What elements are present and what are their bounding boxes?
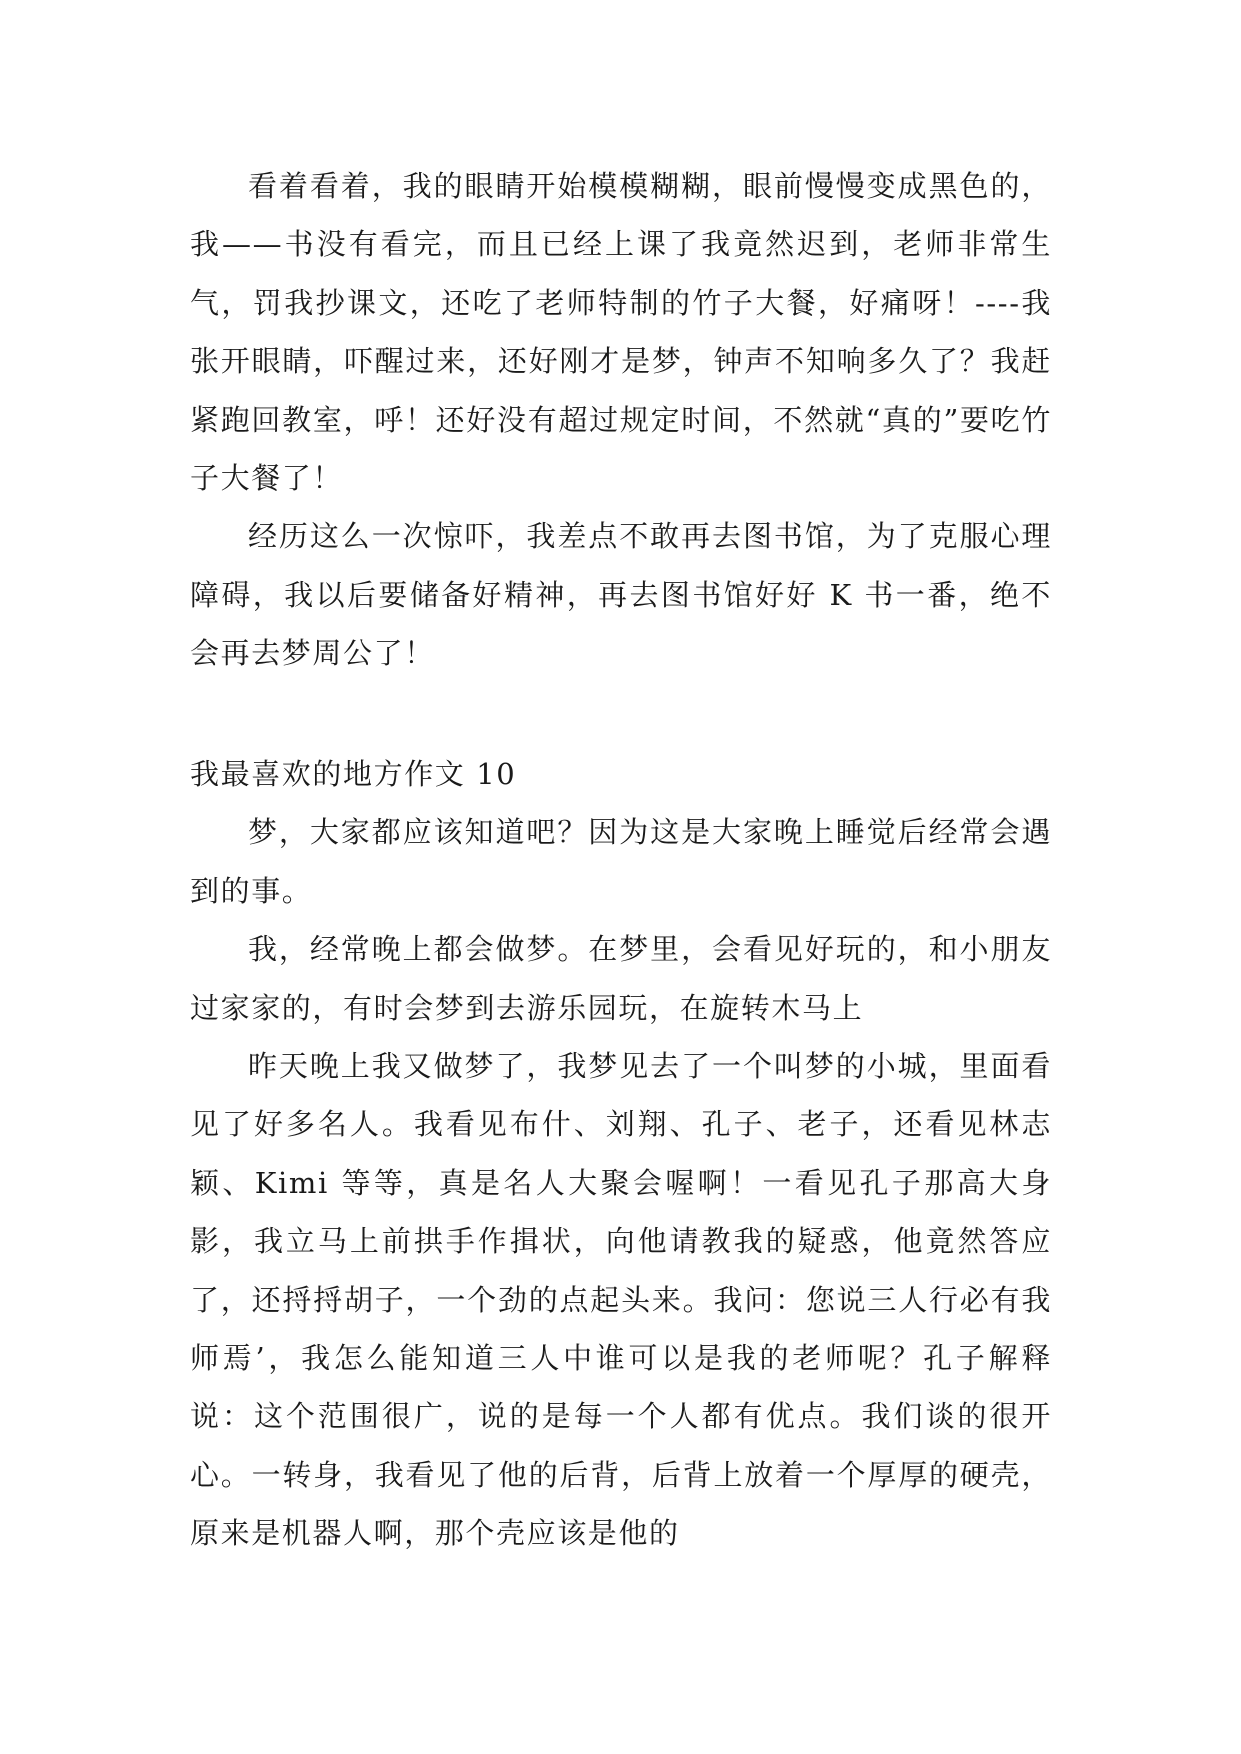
- paragraph-intro: 梦，大家都应该知道吧？因为这是大家晚上睡觉后经常会遇到的事。: [190, 815, 1052, 908]
- paragraph-dreams: 我，经常晚上都会做梦。在梦里，会看见好玩的，和小朋友过家家的，有时会梦到去游乐园玩，在旋转木马上: [190, 932, 1052, 1025]
- paragraph-dream-city: 昨天晚上我又做梦了，我梦见去了一个叫梦的小城，里面看见了好多名人。我看见布什、刘翔、孔子、老子，还看见林志颖、Kimi 等等，真是名人大聚会喔啊！一看见孔子那高大身影，我立马上前拱手作揖状，向他请教我的疑惑，他竟然答应了，还捋捋胡子，一个劲的点起头来。我问：您说三人行必有我师焉’，我怎么能知道三人中谁可以是我的老师呢？孔子解释说：这个范围很广，说的是每一个人都有优点。我们谈的很开心。一转身，我看见了他的后背，后背上放着一个厚厚的硬壳，原来是机器人啊，那个壳应该是他的: [190, 1049, 1052, 1551]
- paragraph-conclusion: 经历这么一次惊吓，我差点不敢再去图书馆，为了克服心理障碍，我以后要储备好精神，再去图书馆好好 K 书一番，绝不会再去梦周公了！: [190, 519, 1052, 671]
- essay-10: [190, 745, 1052, 1563]
- paragraph-dream-library: 看着看着，我的眼睛开始模模糊糊，眼前慢慢变成黑色的，我——书没有看完，而且已经上课了我竟然迟到，老师非常生气，罚我抄课文，还吃了老师特制的竹子大餐，好痛呀！----我张开眼睛，吓醒过来，还好刚才是梦，钟声不知响多久了？我赶紧跑回教室，呼！还好没有超过规定时间，不然就“真的”要吃竹子大餐了！: [190, 169, 1052, 496]
- essay-title: 我最喜欢的地方作文 10: [190, 757, 517, 791]
- essay-continuation: [190, 157, 1052, 683]
